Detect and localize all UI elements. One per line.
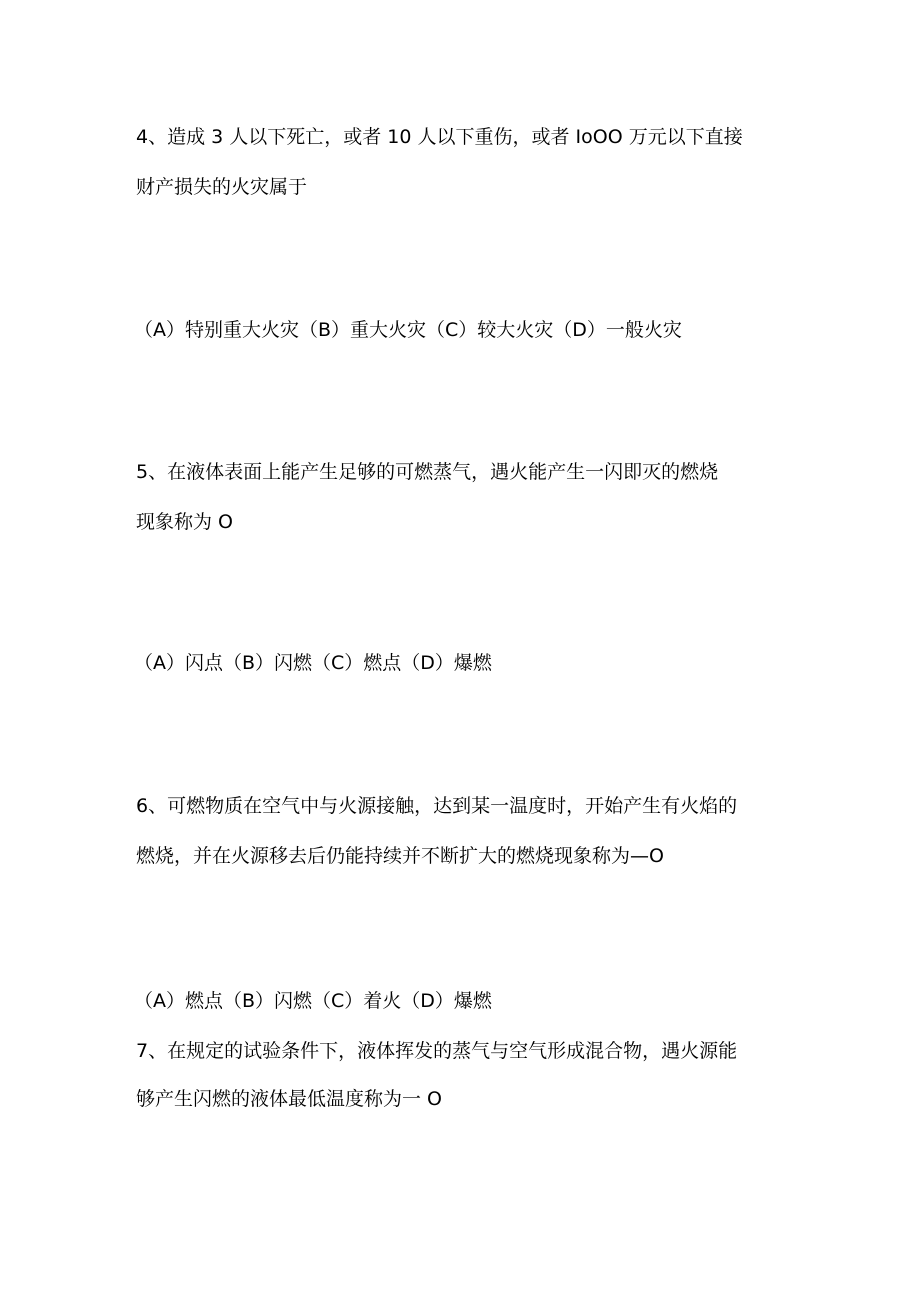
question-7-stem-line-1: 7、在规定的试验条件下，液体挥发的蒸气与空气形成混合物，遇火源能 <box>136 1040 738 1062</box>
question-5-stem-line-2: 现象称为 O <box>136 511 233 533</box>
question-4-options: （A）特别重大火灾（B）重大火灾（C）较大火灾（D）一般火灾 <box>134 319 682 341</box>
question-6-stem-line-2: 燃烧，并在火源移去后仍能持续并不断扩大的燃烧现象称为—O <box>136 845 664 867</box>
question-4-stem-line-1: 4、造成 3 人以下死亡，或者 10 人以下重伤，或者 IoOO 万元以下直接 <box>136 126 743 148</box>
question-5-options: （A）闪点（B）闪燃（C）燃点（D）爆燃 <box>134 652 492 674</box>
question-6-stem-line-1: 6、可燃物质在空气中与火源接触，达到某一温度时，开始产生有火焰的 <box>136 795 738 817</box>
question-7-stem-line-2: 够产生闪燃的液体最低温度称为一 O <box>136 1088 442 1110</box>
question-4-stem-line-2: 财产损失的火灾属于 <box>136 176 308 198</box>
question-6-options: （A）燃点（B）闪燃（C）着火（D）爆燃 <box>134 990 492 1012</box>
question-5-stem-line-1: 5、在液体表面上能产生足够的可燃蒸气，遇火能产生一闪即灭的燃烧 <box>136 461 719 483</box>
